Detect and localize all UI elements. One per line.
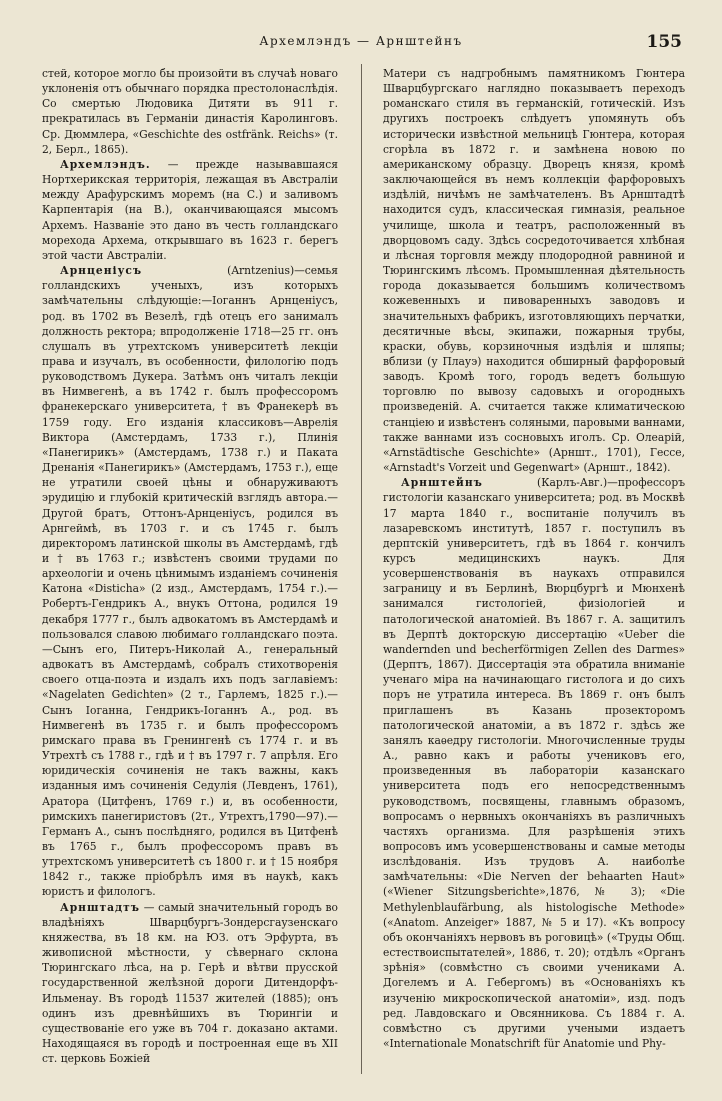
entry-paragraph — [383, 475, 685, 1051]
entry-headword: Арнштейнъ — [401, 476, 483, 490]
column-divider — [361, 64, 362, 1074]
entry-text: стей, которое могло бы произойти въ случаѣ новаго уклоненія отъ обычнаго порядка престолонаслѣдія. Со смертью Людовика Дитяти въ 911 г. прекратилась въ Германіи династія Каролинговъ. Ср. Дюммлера, «Geschichte des ostfränk. Reichs» (т. 2, Берл., 1865). — [42, 67, 338, 156]
entry-paragraph — [42, 66, 338, 157]
page-number: 155 — [646, 32, 682, 52]
left-column — [42, 66, 338, 1066]
entry-text: — самый значительный городъ во владѣніяхъ Шварцбургъ-Зондерсгаузенскаго княжества, въ 18 км. на ЮЗ. отъ Эрфурта, въ живописной мѣстности, у сѣвернаго склона Тюрингскаго лѣса, на р. Герѣ и вѣтви прусской государственной желѣзной дороги Дитендорфъ-Ильменау. Въ городѣ 11537 жителей (1885); онъ одинъ изъ древнѣйшихъ въ Тюрингіи и существованіе его уже въ 704 г. доказано актами. Находящаяся въ городѣ и построенная еще въ XII ст. церковь Божіей — [42, 900, 338, 1066]
entry-headword: Арнштадтъ — [60, 900, 140, 914]
entry-text: (Arntzenius)—семья голландскихъ ученыхъ, изъ которыхъ замѣчательны слѣдующіе:—Іоганнъ Арнценіусъ, род. въ 1702 въ Везелѣ, гдѣ отецъ его занималъ должность ректора; впродолженіе 1718—25 гг. онъ слушалъ въ утрехтскомъ университетѣ лекціи права и изучалъ, въ особенности, филологію подъ руководствомъ Дукера. Затѣмъ онъ читалъ лекціи въ Нимвегенѣ, а въ 1742 г. былъ профессоромъ франекерскаго университета, † въ Франекерѣ въ 1759 году. Его изданія классиковъ—Аврелія Виктора (Амстердамъ, 1733 г.), Плинія «Панегирикъ» (Амстердамъ, 1738 г.) и Паката Дренанія «Панегирикъ» (Амстердамъ, 1753 г.), еще не утратили своей цѣны и обнаруживаютъ эрудицію и глубокій критическій взглядъ автора.—Другой братъ, Оттонъ-Арнценіусъ, родился въ Арнгеймѣ, въ 1703 г. и съ 1745 г. былъ директоромъ латинской школы въ Амстердамѣ, гдѣ и † въ 1763 г.; извѣстенъ своими трудами по археологіи и очень цѣнимымъ изданіемъ сочиненія Катона «Disticha» (2 изд., Амстердамъ, 1754 г.).—Робертъ-Гендрикъ А., внукъ Оттона, родился 19 декабря 1777 г., былъ адвокатомъ въ Амстердамѣ и пользовался славою любимаго голландскаго поэта.—Сынъ его, Питеръ-Николай А., генеральный адвокатъ въ Амстердамѣ, собралъ стихотворенія своего отца-поэта и издалъ ихъ подъ заглавіемъ: «Nagelaten Gedichten» (2 т., Гарлемъ, 1825 г.).—Сынъ Іоганна, Гендрикъ-Іоганнъ А., род. въ Нимвегенѣ въ 1735 г. и былъ профессоромъ римскаго права въ Гренингенѣ съ 1774 г. и въ Утрехтѣ съ 1788 г., гдѣ и † въ 1797 г. 7 апрѣля. Его юридическія сочиненія не такъ важны, какъ изданныя имъ сочиненія Седулія (Левденъ, 1761), Аратора (Цитфенъ, 1769 г.) и, въ особенности, римскихъ панегиристовъ (2т., Утрехтъ,1790—97).—Германъ А., сынъ послѣдняго, родился въ Цитфенѣ въ 1765 г., былъ профессоромъ правъ въ утрехтскомъ университетѣ съ 1800 г. и † 15 ноября 1842 г., также пріобрѣлъ имя въ наукѣ, какъ юристъ и филологъ. — [42, 264, 338, 899]
entry-paragraph — [42, 263, 338, 900]
entry-text: (Карлъ-Авг.)—профессоръ гистологіи казанскаго университета; род. въ Москвѣ 17 марта 1840 г., воспитаніе получилъ въ лазаревскомъ институтѣ, 1857 г. поступилъ въ дерптскій университетъ, гдѣ въ 1864 г. кончилъ курсъ медицинскихъ наукъ. Для усовершенствованія въ наукахъ отправился заграницу и въ Берлинѣ, Вюрцбургѣ и Мюнхенѣ занимался гистологіей, физіологіей и патологической анатоміей. Въ 1867 г. А. защитилъ въ Дерптѣ докторскую диссертацію «Ueber die wandernden und becherförmigen Zellen des Darmes» (Дерптъ, 1867). Диссертація эта обратила вниманіе ученаго міра на начинающаго гистолога и до сихъ поръ не утратила интереса. Въ 1869 г. онъ былъ приглашенъ въ Казань прозекторомъ патологической анатоміи, а въ 1872 г. здѣсь же занялъ каѳедру гистологіи. Многочисленные труды А., равно какъ и работы учениковъ его, произведенныя въ лабораторіи казанскаго университета подъ его непосредственнымъ руководствомъ, посвящены, главнымъ образомъ, вопросамъ о нервныхъ окончаніяхъ въ различныхъ частяхъ организма. Для разрѣшенія этихъ вопросовъ имъ усовершенствованы и самые методы изслѣдованія. Изъ трудовъ А. наиболѣе замѣчательны: «Die Nerven der behaarten Haut» («Wiener Sitzungsberichte»,1876, № 3); «Die Methylenblaufärbung, als histologische Methode» («Anatom. Anzeiger» 1887, № 5 и 17). «Къ вопросу объ окончаніяхъ нервовъ въ роговицѣ» («Труды Общ. естествоиспытателей», 1886, т. 20); отдѣлъ «Органъ зрѣнія» (совмѣстно съ своими учениками А. Догелемъ и А. Гебергомъ) въ «Основаніяхъ къ изученію микроскопической анатоміи», изд. подъ ред. Лавдовскаго и Овсянникова. Съ 1884 г. А. совмѣстно съ другими учеными издаетъ «Internationale Monatschrift für Anatomie und Phy- — [383, 476, 685, 1050]
entry-paragraph — [42, 157, 338, 263]
entry-paragraph — [42, 900, 338, 1067]
entry-paragraph — [383, 66, 685, 475]
running-title: Архемлэндъ — Арнштейнъ — [259, 34, 463, 48]
entry-headword: Архемлэндъ. — [60, 157, 151, 171]
entry-text: Матери съ надгробнымъ памятникомъ Гюнтера Шварцбургскаго наглядно показываетъ переходъ романскаго стиля въ германскій, готическій. Изъ другихъ построекъ слѣдуетъ упомянуть объ исторически извѣстной мельницѣ Гюнтера, которая сгорѣла въ 1872 г. и замѣнена новою по американскому образцу. Дворецъ князя, кромѣ заключающейся въ немъ коллекціи фарфоровыхъ издѣлій, ничѣмъ не замѣчателенъ. Въ Арнштадтѣ находится судъ, классическая гимназія, реальное училище, школа и театръ, расположенный въ дворцовомъ саду. Здѣсь сосредоточивается хлѣбная и лѣсная торговля между плодородной равниной и Тюрингскимъ лѣсомъ. Промышленная дѣятельность города доказывается большимъ количествомъ кожевенныхъ и пивоваренныхъ заводовъ и значительныхъ фабрикъ, изготовляющихъ перчатки, десятичные вѣсы, экипажи, пожарныя трубы, краски, обувь, корзиночныя издѣлія и шляпы; вблизи (у Плауэ) находится обширный фарфоровый заводъ. Кромѣ того, городъ ведетъ большую торговлю по вывозу садовыхъ и огородныхъ произведеній. А. считается также климатическою станціею и извѣстенъ соляными, паровыми ваннами, также ваннами изъ сосновыхъ иголъ. Ср. Олеарій, «Arnstädtische Geschichte» (Арншт., 1701), Гессе, «Arnstadt's Vorzeit und Gegenwart» (Арншт., 1842). — [383, 67, 685, 475]
entry-text: — прежде называвшаяся Нортхерикская территорія, лежащая въ Австраліи между Арафурскимъ моремъ (на С.) и заливомъ Карпентарія (на В.), оканчивающаяся мысомъ Архемъ. Названіе это дано въ честь голландскаго мореходa Архема, открывшаго въ 1623 г. берегъ этой части Австраліи. — [42, 157, 338, 262]
right-column — [383, 66, 685, 1051]
entry-headword: Арнценіусъ — [60, 264, 143, 278]
